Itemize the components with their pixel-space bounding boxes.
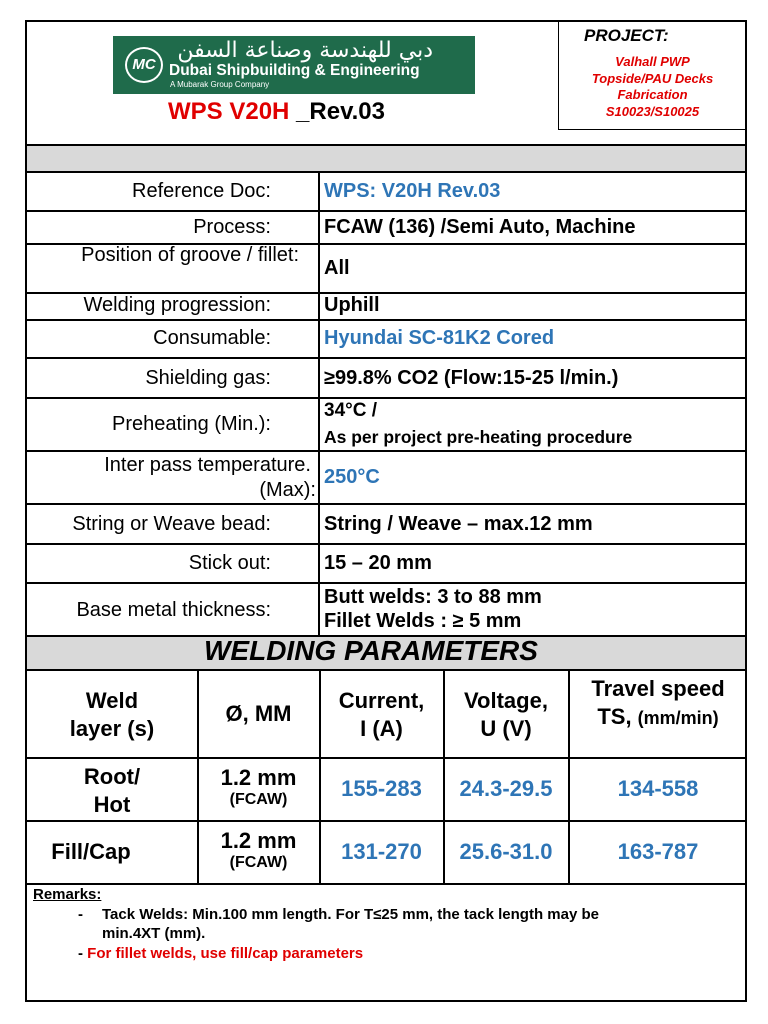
row-label: Inter pass temperature. bbox=[104, 454, 311, 476]
row-value: Butt welds: 3 to 88 mm bbox=[324, 586, 542, 608]
row-divider bbox=[25, 357, 747, 359]
cell-layer bbox=[27, 763, 197, 819]
remarks-title: Remarks: bbox=[33, 886, 102, 903]
row-value: String / Weave – max.12 mm bbox=[324, 513, 593, 535]
logo-badge-icon: MC bbox=[125, 47, 163, 83]
cell-line: 1.2 mm bbox=[220, 828, 297, 853]
header-line: Travel speed bbox=[591, 676, 725, 701]
row-divider bbox=[25, 883, 747, 885]
remark-dash: - bbox=[78, 906, 83, 923]
row-label: Welding progression: bbox=[83, 294, 271, 316]
row-label: Base metal thickness: bbox=[76, 599, 271, 621]
cell-diameter bbox=[198, 765, 319, 809]
section-band bbox=[27, 146, 745, 172]
cell-travel: 163-787 bbox=[617, 839, 699, 864]
row-label: Preheating (Min.): bbox=[112, 413, 271, 435]
cell-layer bbox=[27, 839, 155, 865]
params-title: WELDING PARAMETERS bbox=[204, 635, 538, 666]
row-divider bbox=[25, 450, 747, 452]
row-divider bbox=[25, 820, 747, 822]
project-line: S10023/S10025 bbox=[605, 103, 700, 119]
wps-code: WPS V20H bbox=[168, 98, 290, 125]
header-line: U (V) bbox=[480, 716, 532, 741]
cell-current: 131-270 bbox=[341, 839, 422, 864]
row-divider bbox=[25, 171, 747, 173]
row-value: WPS: V20H Rev.03 bbox=[324, 180, 501, 202]
header-ts: TS, bbox=[597, 704, 638, 729]
remark-line: Tack Welds: Min.100 mm length. For T≤25 mm, the tack length may be bbox=[102, 906, 599, 923]
row-label: String or Weave bead: bbox=[72, 513, 271, 535]
row-label: Shielding gas: bbox=[145, 367, 271, 389]
row-value: 250°C bbox=[324, 466, 380, 488]
row-value: All bbox=[324, 257, 350, 279]
column-divider bbox=[318, 171, 320, 637]
wps-title bbox=[168, 98, 385, 126]
cell-line: (FCAW) bbox=[229, 854, 288, 871]
row-value: 34°C / bbox=[324, 400, 378, 421]
header-current bbox=[320, 687, 443, 743]
cell-voltage: 25.6-31.0 bbox=[459, 839, 553, 864]
project-label: PROJECT: bbox=[584, 26, 669, 45]
project-line: Topside/PAU Decks bbox=[591, 70, 714, 86]
row-divider bbox=[25, 210, 747, 212]
cell-current: 155-283 bbox=[341, 776, 422, 801]
header-line: I (A) bbox=[360, 716, 403, 741]
row-value-note: As per project pre-heating procedure bbox=[324, 427, 633, 447]
header-line: Voltage, bbox=[464, 688, 548, 713]
cell-travel: 134-558 bbox=[617, 776, 699, 801]
row-divider bbox=[25, 669, 747, 671]
row-value: Uphill bbox=[324, 294, 380, 316]
logo-subtitle: A Mubarak Group Company bbox=[170, 80, 270, 89]
row-divider bbox=[25, 397, 747, 399]
row-divider bbox=[25, 503, 747, 505]
remark-fillet-text: For fillet welds, use fill/cap parameters bbox=[87, 945, 364, 962]
header-unit: (mm/min) bbox=[637, 708, 719, 728]
remark-fillet bbox=[78, 945, 363, 962]
row-label: Position of groove / fillet: bbox=[81, 244, 299, 266]
project-line: Valhall PWP bbox=[615, 54, 690, 69]
row-value: 15 – 20 mm bbox=[324, 552, 432, 574]
remark-dash: - bbox=[78, 945, 88, 962]
header-line: Current, bbox=[338, 688, 425, 713]
row-value-note: Fillet Welds : ≥ 5 mm bbox=[324, 610, 522, 632]
logo-company-name: Dubai Shipbuilding & Engineering bbox=[169, 62, 420, 79]
wps-revision: _Rev.03 bbox=[289, 98, 385, 125]
project-details bbox=[562, 54, 743, 120]
header-line bbox=[569, 703, 747, 732]
header-line: Weld bbox=[85, 688, 139, 713]
project-line: Fabrication bbox=[617, 87, 688, 102]
row-divider bbox=[25, 319, 747, 321]
header-voltage bbox=[444, 687, 568, 743]
cell-line: Fill/Cap bbox=[51, 839, 131, 864]
row-label: Process: bbox=[193, 216, 271, 238]
row-divider bbox=[25, 543, 747, 545]
row-label: Stick out: bbox=[188, 552, 271, 574]
row-label: Reference Doc: bbox=[132, 180, 271, 202]
header-line: layer (s) bbox=[69, 716, 155, 741]
row-label-cont: (Max): bbox=[259, 479, 316, 501]
row-value: ≥99.8% CO2 (Flow:15-25 l/min.) bbox=[324, 367, 619, 389]
cell-diameter bbox=[198, 828, 319, 872]
row-divider bbox=[25, 757, 747, 759]
row-divider bbox=[25, 582, 747, 584]
row-value: Hyundai SC-81K2 Cored bbox=[324, 327, 555, 349]
cell-line: 1.2 mm bbox=[220, 765, 297, 790]
logo-arabic-text: دبي للهندسة وصناعة السفن bbox=[177, 38, 433, 63]
row-label: Consumable: bbox=[153, 327, 271, 349]
header-diameter: Ø, MM bbox=[225, 701, 292, 726]
remark-line: min.4XT (mm). bbox=[102, 925, 206, 942]
cell-line: Root/ bbox=[83, 764, 141, 789]
company-logo bbox=[113, 36, 475, 94]
cell-line: (FCAW) bbox=[229, 791, 288, 808]
cell-line: Hot bbox=[93, 792, 131, 817]
cell-voltage: 24.3-29.5 bbox=[459, 776, 553, 801]
row-value: FCAW (136) /Semi Auto, Machine bbox=[324, 216, 636, 238]
header-travel-speed bbox=[569, 675, 747, 732]
header-weld-layer bbox=[27, 687, 197, 743]
